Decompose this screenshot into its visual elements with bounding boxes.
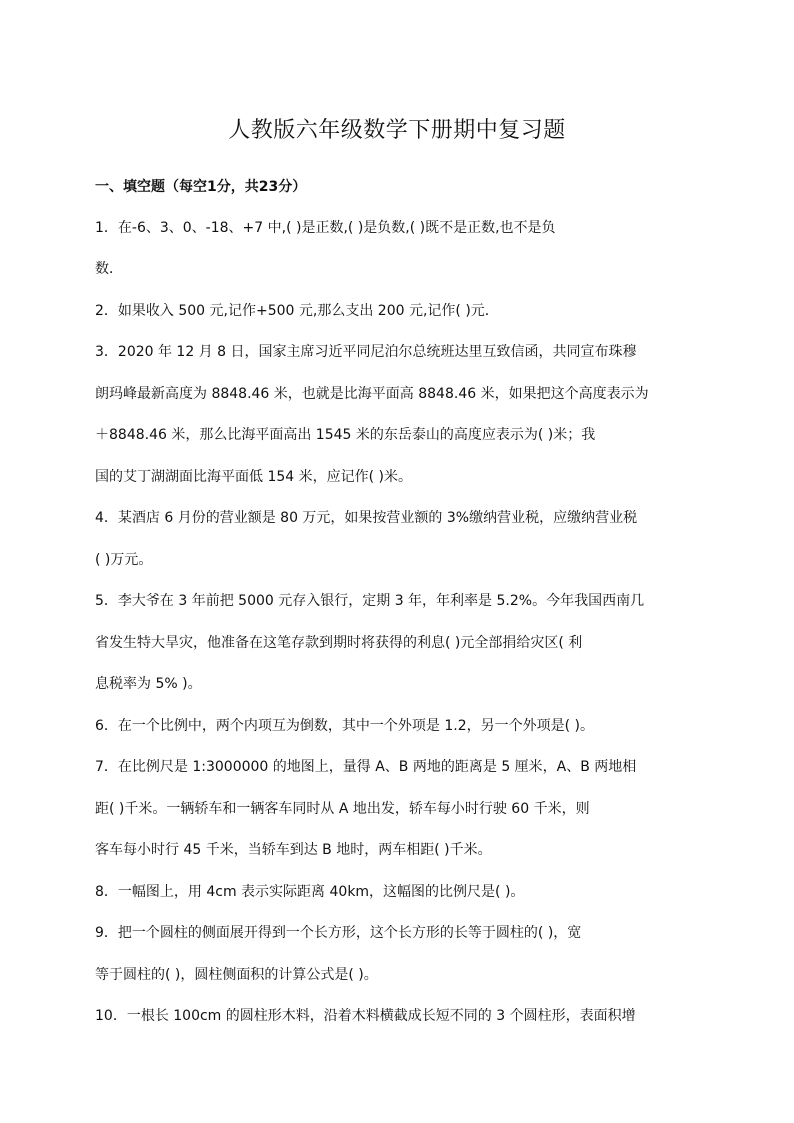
question-4-line-2: ( )万元。 <box>95 552 153 568</box>
question-3-line-1: 3．2020 年 12 月 8 日，国家主席习近平同尼泊尔总统班达里互致信函，共同宣布珠穆 <box>95 344 637 360</box>
question-6-line-1: 6．在一个比例中，两个内项互为倒数，其中一个外项是 1.2，另一个外项是( )。 <box>95 718 594 734</box>
document-title: 人教版六年级数学下册期中复习题 <box>228 118 566 143</box>
question-10-line-1: 10．一根长 100cm 的圆柱形木料，沿着木料横截成长短不同的 3 个圆柱形，表面积增 <box>95 1008 636 1024</box>
question-9-line-1: 9．把一个圆柱的侧面展开得到一个长方形，这个长方形的长等于圆柱的( )，宽 <box>95 925 582 941</box>
question-8-line-1: 8．一幅图上，用 4cm 表示实际距离 40km，这幅图的比例尺是( )。 <box>95 884 525 900</box>
question-1-line-1: 1．在-6、3、0、-18、+7 中,( )是正数,( )是负数,( )既不是正数,也不是负 <box>95 220 556 236</box>
question-1-line-2: 数． <box>95 261 123 277</box>
question-7-line-2: 距( )千米。一辆轿车和一辆客车同时从 A 地出发，轿车每小时行驶 60 千米，则 <box>95 801 590 817</box>
question-7-line-1: 7．在比例尺是 1:3000000 的地图上，量得 A、B 两地的距离是 5 厘米，A、B 两地相 <box>95 759 637 775</box>
question-5-line-1: 5．李大爷在 3 年前把 5000 元存入银行，定期 3 年，年利率是 5.2%。今年我国西南几 <box>95 593 645 609</box>
question-5-line-2: 省发生特大旱灾，他准备在这笔存款到期时将获得的利息( )元全部捐给灾区( 利 <box>95 635 583 651</box>
section-heading-fill-in-blanks: 一、填空题（每空1分，共23分） <box>95 179 307 195</box>
question-5-line-3: 息税率为 5% )。 <box>95 676 202 692</box>
question-9-line-2: 等于圆柱的( )，圆柱侧面积的计算公式是( )。 <box>95 967 378 983</box>
question-7-line-3: 客车每小时行 45 千米，当轿车到达 B 地时，两车相距( )千米。 <box>95 842 492 858</box>
question-4-line-1: 4．某酒店 6 月份的营业额是 80 万元，如果按营业额的 3%缴纳营业税，应缴纳营业税 <box>95 510 638 526</box>
question-3-line-2: 朗玛峰最新高度为 8848.46 米，也就是比海平面高 8848.46 米，如果把这个高度表示为 <box>95 386 649 402</box>
question-2-line-1: 2．如果收入 500 元,记作+500 元,那么支出 200 元,记作( )元． <box>95 303 499 319</box>
question-3-line-4: 国的艾丁湖湖面比海平面低 154 米，应记作( )米。 <box>95 469 412 485</box>
question-3-line-3: ＋8848.46 米，那么比海平面高出 1545 米的东岳泰山的高度应表示为( )米；我 <box>95 427 596 443</box>
